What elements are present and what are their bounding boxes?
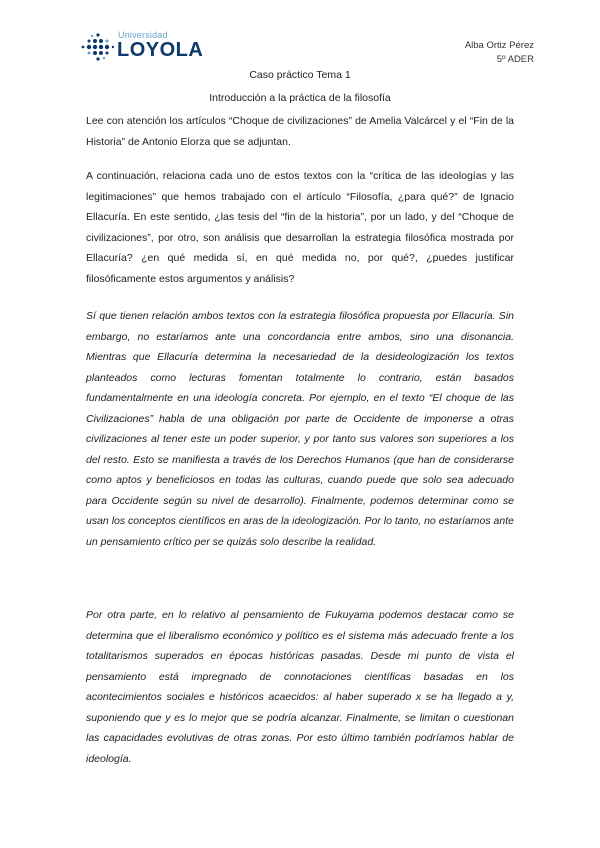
- page-subtitle: Introducción a la práctica de la filosofía: [209, 92, 391, 104]
- logo-name: LOYOLA: [117, 39, 204, 61]
- answer-paragraph-2: Por otra parte, en lo relativo al pensamiento de Fukuyama podemos destacar como se determina que el liberalismo económico y político es el sistema más adecuado frente a los totalitarismos superados en épocas históricas pasadas. Desde mi punto de vista el pensamiento está impregnado de connotaciones científicas basadas en los acontecimientos sociales e históricos acaecidos: al haber superado x se ha llegado a y, suponiendo que y es lo mejor que se podría alcanzar. Finalmente, se limitan o cuestionan las capacidades evolutivas de otras zonas. Por esto último también podríamos hablar de ideología.: [86, 609, 514, 765]
- author-block: [465, 39, 534, 67]
- university-logo: [80, 26, 204, 66]
- intro-paragraph: Lee con atención los artículos “Choque de civilizaciones” de Amelia Valcárcel y el “Fin de la Historia” de Antonio Elorza que se adjuntan.: [86, 115, 514, 148]
- logo-small-text: Universidad: [118, 30, 168, 40]
- case-title: Caso práctico Tema 1: [249, 69, 351, 81]
- answer-paragraph-1: Sí que tienen relación ambos textos con la estrategia filosófica propuesta por Ellacuría. Sin embargo, no estaríamos ante una concordancia entre ambos, sino una disonancia. Mientras que Ellacuría determina la necesariedad de la desideologización los textos planteados como lecturas fomentan totalmente lo contrario, están basados fundamentalmente en una ideología concreta. Por ejemplo, en el texto “El choque de las Civilizaciones” habla de una obligación por parte de Occidente de imponerse a otras civilizaciones al tener este un poder superior, y por tanto sus valores son superiores a los del resto. Esto se manifiesta a través de los Derechos Humanos (que han de considerarse como aptos y beneficiosos en todas las culturas, cuando puede que solo sea adecuado para Occidente según su nivel de desarrollo). Finalmente, podemos determinar como se usan los conceptos científicos en aras de la ideologización. Por lo tanto, no estaríamos ante un pensamiento crítico per se quizás solo describe la realidad.: [86, 310, 514, 548]
- author-name: Alba Ortiz Pérez: [464, 40, 534, 51]
- course-label: 5º ADER: [496, 54, 534, 65]
- logo-dots-icon: [80, 30, 114, 64]
- question-paragraph: A continuación, relaciona cada uno de estos textos con la “crítica de las ideologías y las legitimaciones” que hemos trabajado con el artículo “Filosofía, ¿para qué?” de Ignacio Ellacuría. En este sentido, ¿las tesis del “fin de la historia”, por un lado, y del “Choque de civilizaciones”, por otro, son análisis que desarrollan la estrategia filosófica mostrada por Ellacuría? ¿en qué medida sí, en qué medida no, por qué?, ¿puedes justificar filosóficamente estos argumentos y análisis?: [86, 170, 514, 285]
